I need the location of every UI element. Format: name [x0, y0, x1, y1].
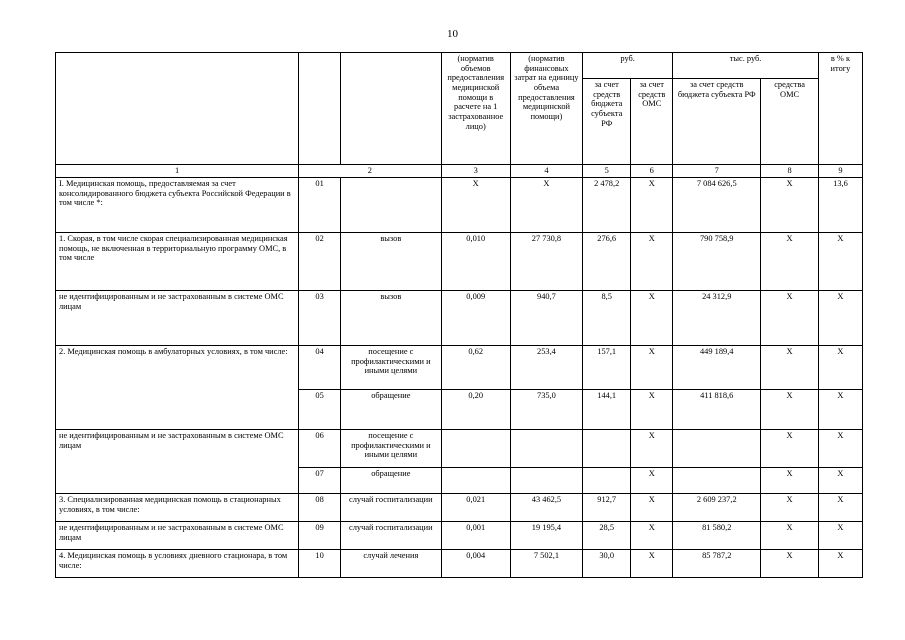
- cell-c5: 28,5: [583, 522, 631, 550]
- cell-c5: 30,0: [583, 550, 631, 578]
- row-code: 07: [299, 468, 341, 494]
- table-row: [56, 430, 863, 468]
- cell-c7: [673, 430, 761, 468]
- cell-c9: X: [818, 233, 862, 291]
- cell-c8: X: [761, 291, 819, 346]
- cell-c4: [510, 468, 582, 494]
- row-code: 03: [299, 291, 341, 346]
- cell-c4: [510, 430, 582, 468]
- row-label: 1. Скорая, в том числе скорая специализированная медицинская помощь, не включенная в территориальную программу ОМС, в том числе: [56, 233, 299, 291]
- cell-c8: X: [761, 430, 819, 468]
- row-code: 08: [299, 494, 341, 522]
- table-row: [56, 494, 863, 522]
- cell-c8: X: [761, 468, 819, 494]
- cell-c3: X: [441, 178, 510, 233]
- table-row: [56, 346, 863, 390]
- cell-c4: 735,0: [510, 390, 582, 430]
- cell-c3: [441, 468, 510, 494]
- cell-c7: 85 787,2: [673, 550, 761, 578]
- cell-c3: 0,010: [441, 233, 510, 291]
- cell-c6: X: [631, 522, 673, 550]
- colnum-7: 7: [673, 165, 761, 178]
- cell-c3: 0,004: [441, 550, 510, 578]
- cell-c6: X: [631, 178, 673, 233]
- cell-c6: X: [631, 430, 673, 468]
- cell-c5: 276,6: [583, 233, 631, 291]
- colnum-6: 6: [631, 165, 673, 178]
- cell-c6: X: [631, 550, 673, 578]
- cell-c7: 790 758,9: [673, 233, 761, 291]
- row-unit: обращение: [341, 390, 442, 430]
- row-unit: [341, 178, 442, 233]
- row-unit: обращение: [341, 468, 442, 494]
- row-unit: случай лечения: [341, 550, 442, 578]
- header-rub: руб.: [583, 53, 673, 79]
- row-label: не идентифицированным и не застрахованным в системе ОМС лицам: [56, 522, 299, 550]
- cell-c4: 253,4: [510, 346, 582, 390]
- cell-c9: 13,6: [818, 178, 862, 233]
- header-empty-label: [56, 53, 299, 165]
- cell-c8: X: [761, 522, 819, 550]
- cell-c9: X: [818, 430, 862, 468]
- cell-c3: 0,001: [441, 522, 510, 550]
- row-code: 01: [299, 178, 341, 233]
- table-row: [56, 291, 863, 346]
- colnum-code-unit: 2: [299, 165, 442, 178]
- cell-c4: 27 730,8: [510, 233, 582, 291]
- cell-c7: 2 609 237,2: [673, 494, 761, 522]
- cell-c8: X: [761, 390, 819, 430]
- cell-c7: 81 580,2: [673, 522, 761, 550]
- cell-c8: X: [761, 178, 819, 233]
- cell-c9: X: [818, 522, 862, 550]
- cell-c8: X: [761, 494, 819, 522]
- header-tys-rub: тыс. руб.: [673, 53, 819, 79]
- colnum-3: 3: [441, 165, 510, 178]
- cell-c6: X: [631, 468, 673, 494]
- row-label: I. Медицинская помощь, предоставляемая за счет консолидированного бюджета субъекта Российской Федерации в том числе *:: [56, 178, 299, 233]
- page-number: 10: [447, 28, 458, 40]
- row-label: не идентифицированным и не застрахованным в системе ОМС лицам: [56, 430, 299, 494]
- row-code: 05: [299, 390, 341, 430]
- header-col4: (норматив финансовых затрат на единицу объема предоставления медицинской помощи): [510, 53, 582, 165]
- financing-table: [55, 52, 863, 578]
- row-code: 10: [299, 550, 341, 578]
- cell-c3: 0,62: [441, 346, 510, 390]
- cell-c7: [673, 468, 761, 494]
- header-col3: (норматив объемов предоставления медицинской помощи в расчете на 1 застрахованное лицо): [441, 53, 510, 165]
- cell-c6: X: [631, 390, 673, 430]
- cell-c5: 144,1: [583, 390, 631, 430]
- table-row: [56, 178, 863, 233]
- header-col8: средства ОМС: [761, 79, 819, 165]
- cell-c9: X: [818, 494, 862, 522]
- row-label: 2. Медицинская помощь в амбулаторных условиях, в том числе:: [56, 346, 299, 430]
- table-row: [56, 550, 863, 578]
- colnum-label: 1: [56, 165, 299, 178]
- cell-c3: [441, 430, 510, 468]
- cell-c5: [583, 468, 631, 494]
- cell-c5: 912,7: [583, 494, 631, 522]
- cell-c6: X: [631, 233, 673, 291]
- header-col5: за счет средств бюджета субъекта РФ: [583, 79, 631, 165]
- cell-c4: 940,7: [510, 291, 582, 346]
- cell-c7: 7 084 626,5: [673, 178, 761, 233]
- cell-c6: X: [631, 291, 673, 346]
- row-unit: посещение с профилактическими и иными целями: [341, 430, 442, 468]
- cell-c4: 7 502,1: [510, 550, 582, 578]
- cell-c9: X: [818, 346, 862, 390]
- colnum-4: 4: [510, 165, 582, 178]
- cell-c3: 0,009: [441, 291, 510, 346]
- cell-c4: X: [510, 178, 582, 233]
- row-label: 3. Специализированная медицинская помощь в стационарных условиях, в том числе:: [56, 494, 299, 522]
- row-code: 09: [299, 522, 341, 550]
- header-empty-unit: [341, 53, 442, 165]
- table-row: [56, 233, 863, 291]
- header-col7: за счет средств бюджета субъекта РФ: [673, 79, 761, 165]
- cell-c8: X: [761, 346, 819, 390]
- row-unit: вызов: [341, 233, 442, 291]
- cell-c9: X: [818, 390, 862, 430]
- cell-c9: X: [818, 550, 862, 578]
- cell-c5: 157,1: [583, 346, 631, 390]
- row-code: 02: [299, 233, 341, 291]
- header-percent: в % к итогу: [818, 53, 862, 165]
- cell-c7: 449 189,4: [673, 346, 761, 390]
- table-row: [56, 522, 863, 550]
- row-label: не идентифицированным и не застрахованным в системе ОМС лицам: [56, 291, 299, 346]
- cell-c8: X: [761, 233, 819, 291]
- row-unit: вызов: [341, 291, 442, 346]
- colnum-5: 5: [583, 165, 631, 178]
- cell-c8: X: [761, 550, 819, 578]
- colnum-9: 9: [818, 165, 862, 178]
- header-empty-code: [299, 53, 341, 165]
- cell-c7: 24 312,9: [673, 291, 761, 346]
- header-col6: за счет средств ОМС: [631, 79, 673, 165]
- cell-c9: X: [818, 468, 862, 494]
- cell-c5: 8,5: [583, 291, 631, 346]
- row-code: 04: [299, 346, 341, 390]
- colnum-8: 8: [761, 165, 819, 178]
- cell-c4: 19 195,4: [510, 522, 582, 550]
- row-label: 4. Медицинская помощь в условиях дневного стационара, в том числе:: [56, 550, 299, 578]
- cell-c4: 43 462,5: [510, 494, 582, 522]
- cell-c7: 411 818,6: [673, 390, 761, 430]
- cell-c9: X: [818, 291, 862, 346]
- row-code: 06: [299, 430, 341, 468]
- cell-c6: X: [631, 346, 673, 390]
- row-unit: случай госпитализации: [341, 494, 442, 522]
- cell-c6: X: [631, 494, 673, 522]
- row-unit: случай госпитализации: [341, 522, 442, 550]
- cell-c5: 2 478,2: [583, 178, 631, 233]
- cell-c3: 0,20: [441, 390, 510, 430]
- cell-c3: 0,021: [441, 494, 510, 522]
- row-unit: посещение с профилактическими и иными целями: [341, 346, 442, 390]
- cell-c5: [583, 430, 631, 468]
